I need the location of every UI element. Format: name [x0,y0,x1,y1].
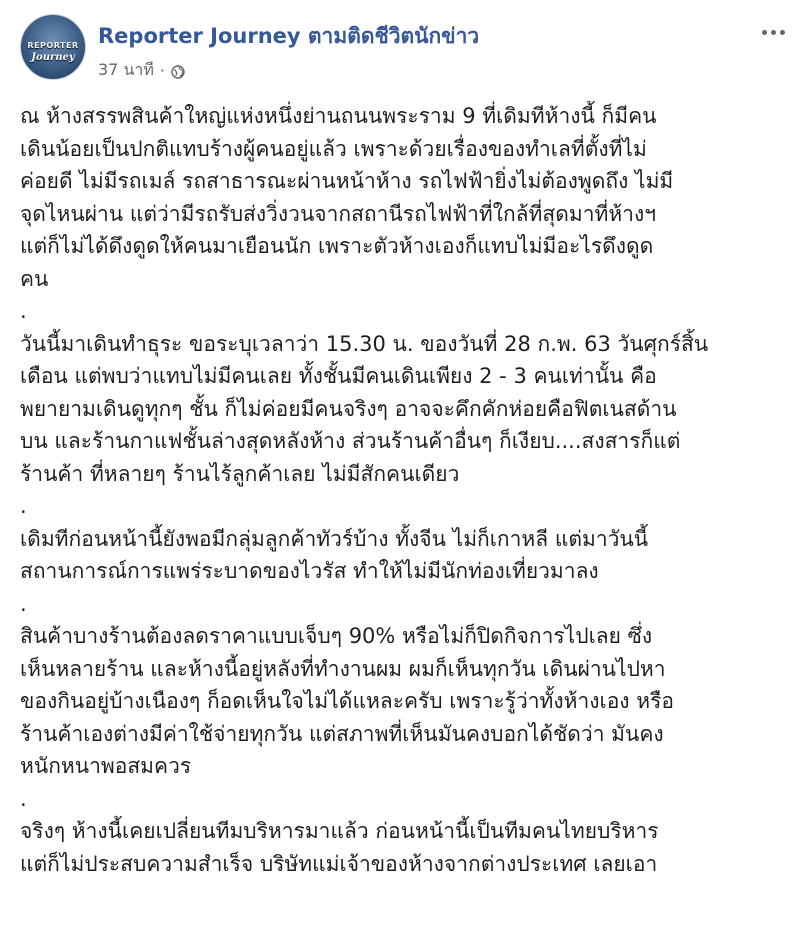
meta-separator: · [159,61,166,80]
post-paragraph-1: ณ ห้างสรรพสินค้าใหญ่แห่งหนึ่งย่านถนนพระราม 9 ที่เดิมทีห้างนี้ ก็มีคน เดินน้อยเป็นปกติแทบร้างผู้คนอยู่แล้ว เพราะด้วยเรื่องของทำเลที่ตั้งที่ไม่ ค่อยดี ไม่มีรถเมล์ รถสาธารณะผ่านหน้าห้าง รถไฟฟ้ายิ่งไม่ต้องพูดถึง ไม่มี จุดไหนผ่าน แต่ว่ามีรถรับส่งวิ่งวนจากสถานีรถไฟฟ้าที่ใกล้ที่สุดมาที่ห้างฯ แต่ก็ไม่ได้ดึงดูดให้คนมาเยือนนัก เพราะตัวห้างเองก็แทบไม่มีอะไรดึงดูด คน [20,104,674,291]
avatar-logo-text-top: REPORTER [27,41,79,50]
post-paragraph-4: สินค้าบางร้านต้องลดราคาแบบเจ็บๆ 90% หรือไม่ก็ปิดกิจการไปเลย ซึ่ง เห็นหลายร้าน และห้างนี้อยู่หลังที่ทำงานผม ผมก็เห็นทุกวัน เดินผ่านไปหา ของกินอยู่บ้างเนืองๆ ก็อดเห็นใจไม่ได้แหละครับ เพราะรู้ว่าทั้งห้างเอง หรือ ร้านค้าเองต่างมีค่าใช้จ่ายทุกวัน แต่สภาพที่เห็นมันคงบอกได้ชัดว่า มันคง หนักหนาพอสมควร [20,624,674,778]
post-paragraph-3: เดิมทีก่อนหน้านี้ยังพอมีกลุ่มลูกค้าทัวร์บ้าง ทั้งจีน ไม่ก็เกาหลี แต่มาวันนี้ สถานการณ์การแพร่ระบาดของไวรัส ทำให้ไม่มีนักท่องเที่ยวมาลง [20,526,649,583]
post-timestamp[interactable]: 37 นาที [98,60,154,79]
paragraph-separator: . [20,299,27,323]
post-meta [98,58,185,83]
post-body [20,100,790,880]
globe-icon[interactable] [171,64,185,78]
more-dot [771,30,776,35]
page-avatar[interactable] [20,14,86,80]
avatar-logo-text-bottom: Journey [31,52,75,63]
post-header [0,0,800,92]
more-dot [780,30,785,35]
page-name-link[interactable]: Reporter Journey ตามติดชีวิตนักข่าว [98,24,480,48]
post-paragraph-2: วันนี้มาเดินทำธุระ ขอระบุเวลาว่า 15.30 น. ของวันที่ 28 ก.พ. 63 วันศุกร์สิ้น เดือน แต่พบว่าแทบไม่มีคนเลย ทั้งชั้นมีคนเดินเพียง 2 - 3 คนเท่านั้น คือ พยายามเดินดูทุกๆ ชั้น ก็ไม่ค่อยมีคนจริงๆ อาจจะคึกคักห่อยคือฟิตเนสด้าน บน และร้านกาแฟชั้นล่างสุดหลังห้าง ส่วนร้านค้าอื่นๆ ก็เงียบ....สงสารก็แต่ ร้านค้า ที่หลายๆ ร้านไร้ลูกค้าเลย ไม่มีสักคนเดียว [20,331,709,486]
paragraph-separator: . [20,494,27,518]
more-options-icon[interactable] [760,26,786,38]
more-dot [762,30,767,35]
paragraph-separator: . [20,786,27,811]
paragraph-separator: . [20,591,27,616]
post-paragraph-5: จริงๆ ห้างนี้เคยเปลี่ยนทีมบริหารมาแล้ว ก่อนหน้านี้เป็นทีมคนไทยบริหาร แต่ก็ไม่ประสบความสำเร็จ บริษัทแม่เจ้าของห้างจากต่างประเทศ เลยเอา [20,819,659,876]
